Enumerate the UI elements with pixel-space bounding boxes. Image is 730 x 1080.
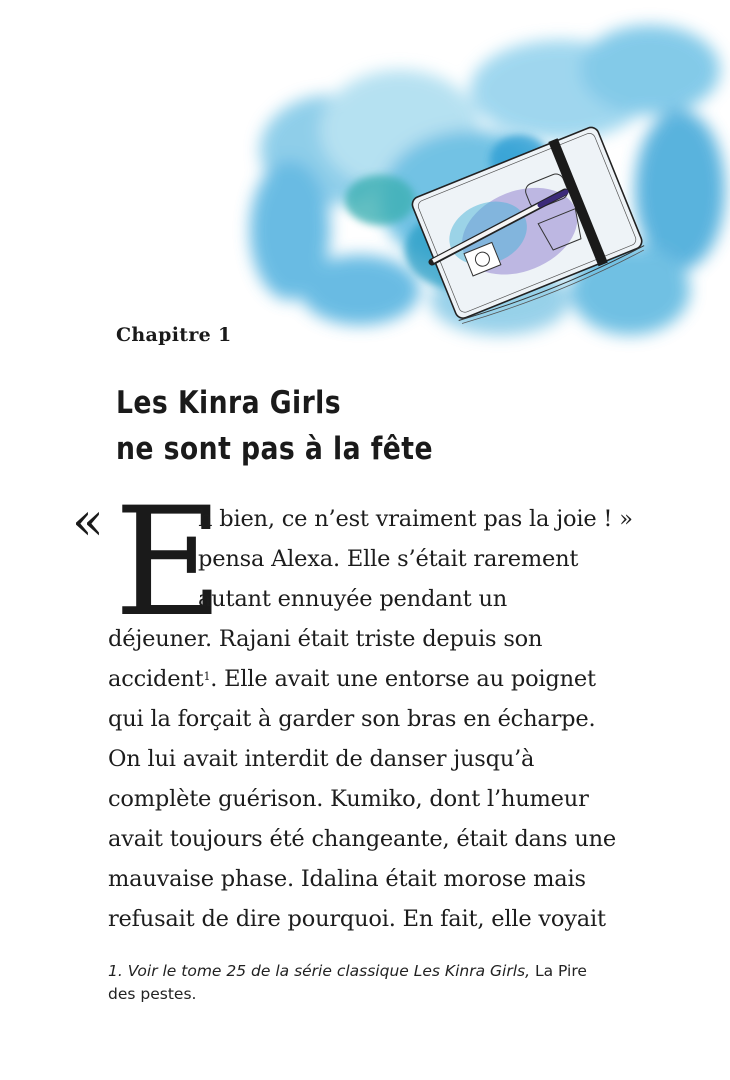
body-line: autant ennuyée pendant un <box>198 586 508 612</box>
watercolor-illustration <box>0 0 730 380</box>
body-line: avait toujours été changeante, était dans une <box>108 826 617 852</box>
chapter-title <box>116 380 598 472</box>
body-line <box>108 666 596 692</box>
body-line: refusait de dire pourquoi. En fait, elle voyait <box>108 906 606 932</box>
drop-cap: E <box>114 476 224 650</box>
body-line: complète guérison. Kumiko, dont l’humeur <box>108 786 589 812</box>
chapter-title-line-2: ne sont pas à la fête <box>116 431 433 467</box>
body-line: qui la forçait à garder son bras en écharpe. <box>108 706 596 732</box>
chapter-title-line-1: Les Kinra Girls <box>116 385 342 421</box>
body-line: h bien, ce n’est vraiment pas la joie ! » <box>198 506 633 532</box>
footnote <box>108 960 608 1006</box>
footnote-italic: 1. Voir le tome 25 de la série classique Les Kinra Girls, <box>108 962 531 980</box>
footnote-reference: 1 <box>203 670 211 683</box>
body-line: On lui avait interdit de danser jusqu’à <box>108 746 535 772</box>
footnote-roman: La Pire des pestes. <box>108 962 587 1003</box>
body-line-start: accident <box>108 666 204 692</box>
chapter-label: Chapitre 1 <box>116 324 232 346</box>
body-line-end: . Elle avait une entorse au poignet <box>210 666 596 692</box>
body-line: déjeuner. Rajani était triste depuis son <box>108 626 543 652</box>
body-line: mauvaise phase. Idalina était morose mais <box>108 866 586 892</box>
opening-quote-mark: « <box>72 492 104 552</box>
body-line: pensa Alexa. Elle s’était rarement <box>198 546 579 572</box>
